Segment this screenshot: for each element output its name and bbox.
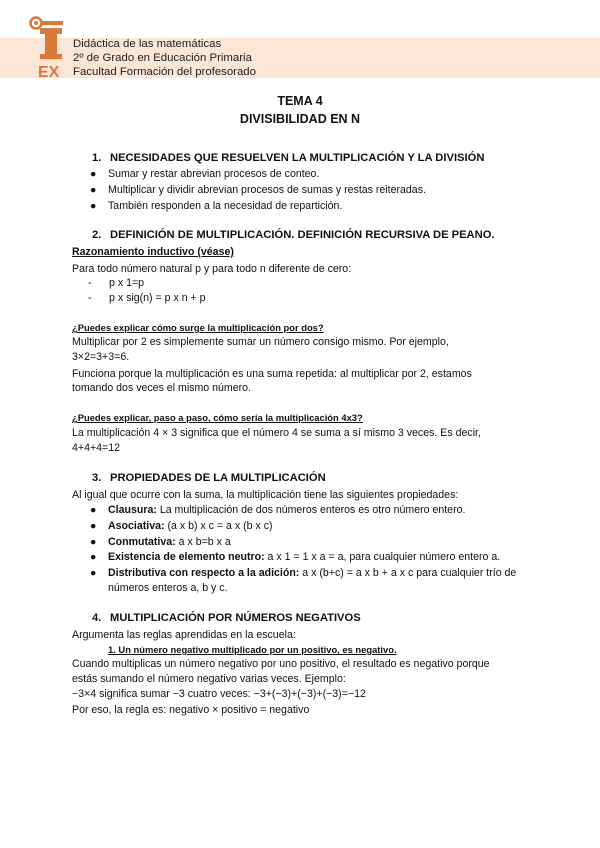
header-faculty: Facultad Formación del profesorado <box>73 66 256 78</box>
header-course: Didáctica de las matemáticas <box>73 38 222 50</box>
section-1-heading <box>92 152 484 164</box>
section-title: PROPIEDADES DE LA MULTIPLICACIÓN <box>110 472 326 484</box>
section-number: 4. <box>92 612 102 624</box>
section-4-heading <box>92 612 361 624</box>
paragraph: −3×4 significa sumar −3 cuatro veces: −3+(−3)+(−3)+(−3)=−12 <box>72 688 366 700</box>
section-number: 3. <box>92 472 102 484</box>
paragraph: tomando dos veces el mismo número. <box>72 382 251 394</box>
section-title: DEFINICIÓN DE MULTIPLICACIÓN. DEFINICIÓN RECURSIVA DE PEANO. <box>110 229 495 241</box>
list-item: - p x 1=p <box>88 277 145 289</box>
section-3-heading <box>92 472 326 484</box>
bullet-icon: ● <box>90 184 97 196</box>
paragraph: Multiplicar por 2 es simplemente sumar un número consigo mismo. Por ejemplo, <box>72 336 449 348</box>
logo-text: EX <box>38 64 60 80</box>
dash-marker: - <box>88 292 92 304</box>
section-title: NECESIDADES QUE RESUELVEN LA MULTIPLICACIÓN Y LA DIVISIÓN <box>110 152 485 164</box>
paragraph: estás sumando el número negativo varias veces. Ejemplo: <box>72 673 346 685</box>
paragraph: Para todo número natural p y para todo n diferente de cero: <box>72 263 352 275</box>
paragraph: Argumenta las reglas aprendidas en la escuela: <box>72 629 296 641</box>
section-title: MULTIPLICACIÓN POR NÚMEROS NEGATIVOS <box>110 612 361 624</box>
page-subtitle: DIVISIBILIDAD EN N <box>239 112 361 126</box>
paragraph: Por eso, la regla es: negativo × positivo = negativo <box>72 704 310 716</box>
list-item-continuation: números enteros a, b y c. <box>108 582 228 594</box>
bullet-icon: ● <box>90 200 97 212</box>
rule-heading: 1. Un número negativo multiplicado por un positivo, es negativo. <box>108 644 397 655</box>
paragraph: Cuando multiplicas un número negativo por uno positivo, el resultado es negativo porque <box>72 658 490 670</box>
subheading: Razonamiento inductivo (véase) <box>72 246 234 258</box>
list-item: - p x sig(n) = p x n + p <box>88 292 206 304</box>
paragraph: 4+4+4=12 <box>72 442 121 454</box>
paragraph: Al igual que ocurre con la suma, la multiplicación tiene las siguientes propiedades: <box>72 489 459 501</box>
bullet-icon: ● <box>90 520 97 532</box>
bullet-icon: ● <box>90 504 97 516</box>
header-text <box>73 37 256 79</box>
bullet-icon: ● <box>90 168 97 180</box>
question-2: ¿Puedes explicar, paso a paso, cómo sería la multiplicación 4x3? <box>72 412 363 423</box>
university-logo <box>26 16 66 80</box>
bullet-icon: ● <box>90 567 97 579</box>
page-title: TEMA 4 <box>277 94 323 108</box>
section-2-heading <box>92 229 495 241</box>
paragraph: La multiplicación 4 × 3 significa que el número 4 se suma a sí mismo 3 veces. Es decir, <box>72 427 481 439</box>
question-1: ¿Puedes explicar cómo surge la multiplicación por dos? <box>72 322 324 333</box>
section-number: 1. <box>92 152 102 164</box>
header-degree: 2º de Grado en Educación Primaria <box>73 52 252 64</box>
bullet-icon: ● <box>90 551 97 563</box>
paragraph: Funciona porque la multiplicación es una suma repetida: al multiplicar por 2, estamos <box>72 368 472 380</box>
section-number: 2. <box>92 229 102 241</box>
paragraph: 3×2=3+3=6. <box>72 351 130 363</box>
bullet-icon: ● <box>90 536 97 548</box>
dash-marker: - <box>88 277 92 289</box>
